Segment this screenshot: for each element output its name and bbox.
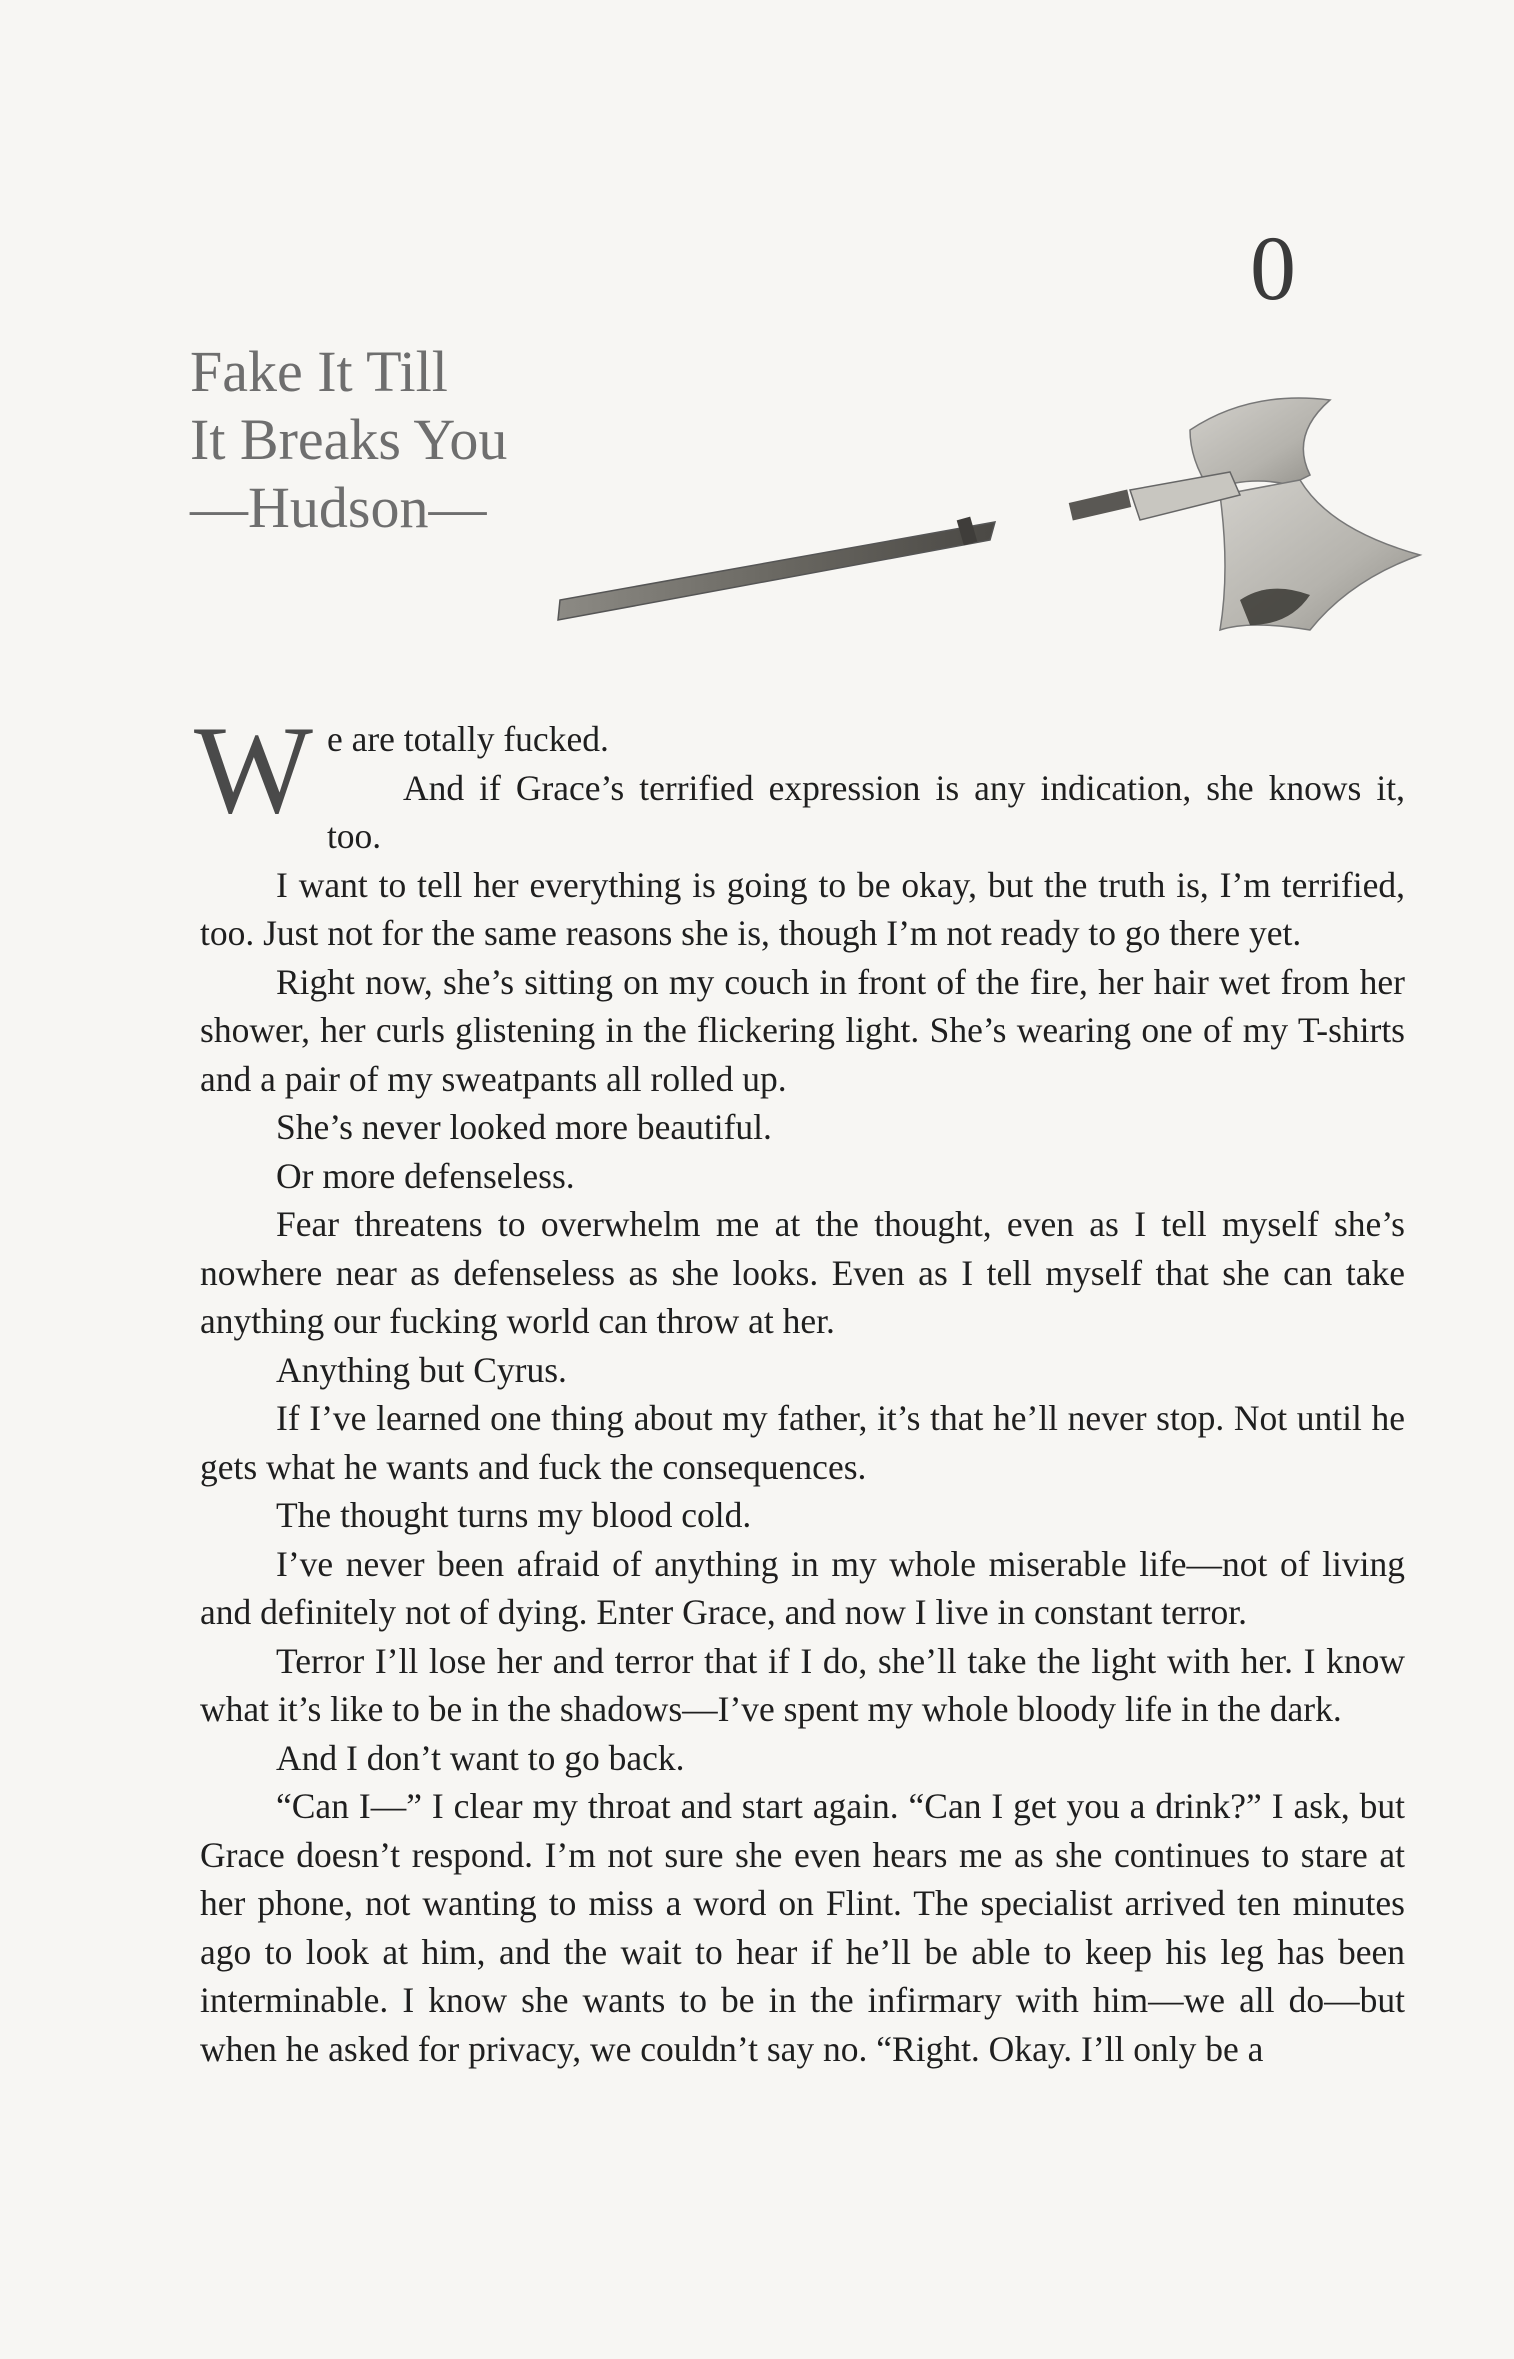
body-text [194, 701, 1405, 2073]
paragraph: “Can I—” I clear my throat and start again. “Can I get you a drink?” I ask, but Grace doesn’t respond. I’m not sure she even hears me as she continues to stare at her phone, not wanting to miss a word on Flint. The specialist arrived ten minutes ago to look at him, and the wait to hear if he’ll be able to keep his leg has been interminable. I know she wants to be in the infirmary with him—we all do—but when he asked for privacy, we couldn’t say no. “Right. Okay. I’ll only be a [200, 1786, 1405, 2069]
paragraph: The thought turns my blood cold. [276, 1495, 752, 1535]
paragraph-text: e are totally fucked. [326, 719, 609, 759]
paragraph: She’s never looked more beautiful. [276, 1107, 772, 1147]
paragraph: If I’ve learned one thing about my father, it’s that he’ll never stop. Not until he gets what he wants and fuck the consequences. [200, 1398, 1405, 1487]
paragraph: I’ve never been afraid of anything in my whole miserable life—not of living and definitely not of dying. Enter Grace, and now I live in constant terror. [200, 1543, 1405, 1632]
chapter-title-line-3: —Hudson— [190, 475, 487, 540]
paragraph: Right now, she’s sitting on my couch in front of the fire, her hair wet from her shower, her curls glistening in the flickering light. She’s wearing one of my T-shirts and a pair of my sweatpants all rolled up. [200, 961, 1405, 1099]
chapter-number: 0 [1250, 217, 1296, 319]
battle-axe-icon [550, 380, 1430, 650]
paragraph: And I don’t want to go back. [276, 1737, 685, 1778]
chapter-title [190, 338, 507, 542]
chapter-title-line-1: Fake It Till [190, 339, 448, 404]
paragraph: Terror I’ll lose her and terror that if I do, she’ll take the light with her. I know what it’s like to be in the shadows—I’ve spent my whole bloody life in the dark. [200, 1640, 1405, 1729]
paragraph: Fear threatens to overwhelm me at the thought, even as I tell myself she’s nowhere near as defenseless as she looks. Even as I tell myself that she can take anything our fucking world can throw at her. [200, 1204, 1405, 1341]
paragraph: And if Grace’s terrified expression is any indication, she knows it, too. [326, 767, 1405, 856]
drop-cap: W [194, 701, 313, 840]
paragraph: Anything but Cyrus. [276, 1349, 567, 1390]
paragraph: Or more defenseless. [276, 1155, 575, 1196]
chapter-title-line-2: It Breaks You [190, 407, 508, 472]
paragraph: I want to tell her everything is going to be okay, but the truth is, I’m terrified, too. Just not for the same reasons she is, though I’m not ready to go there yet. [200, 864, 1405, 953]
